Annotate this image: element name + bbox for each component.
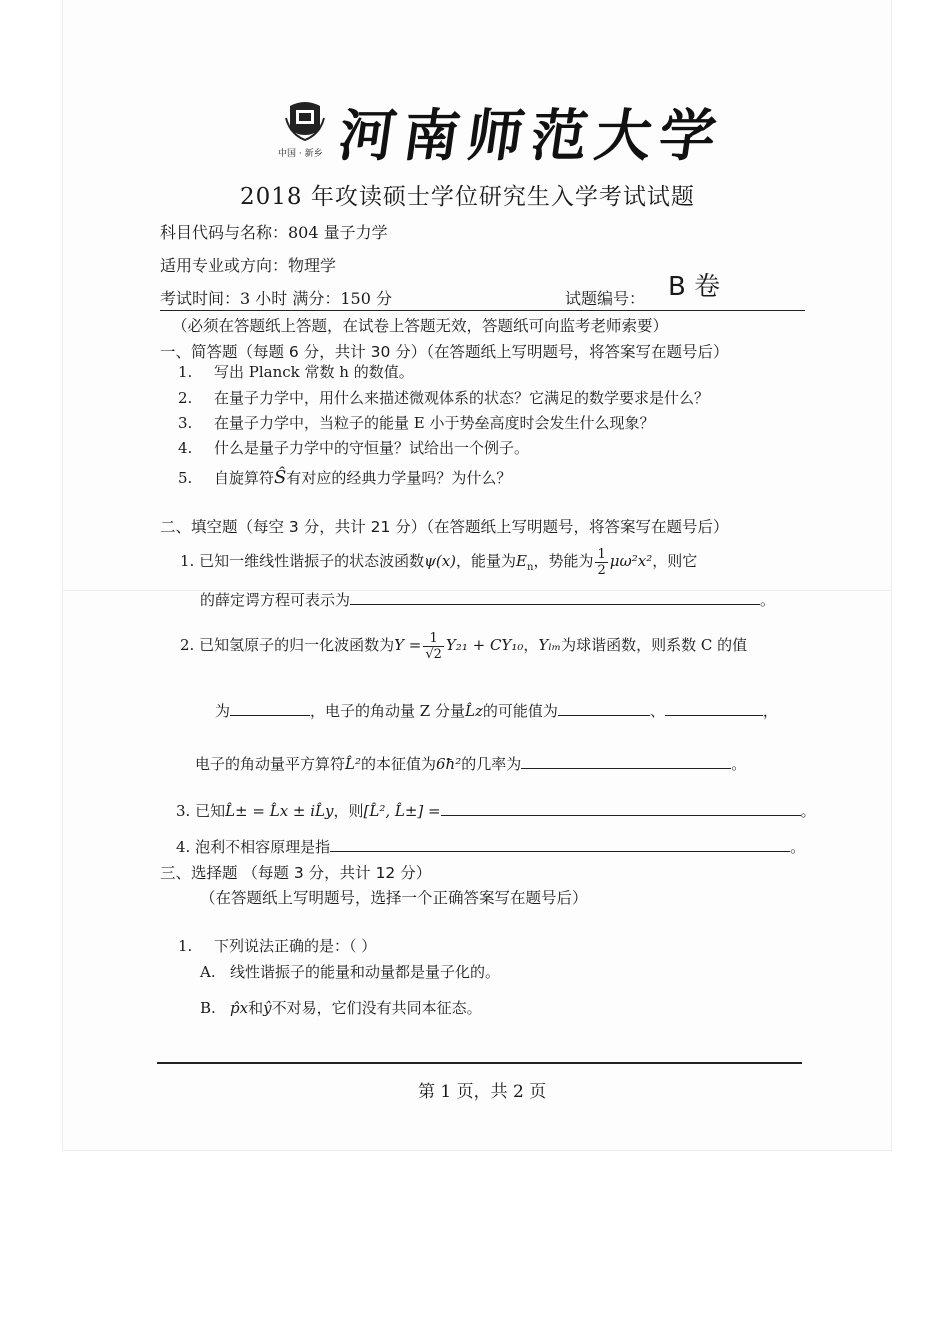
paper-no-label: 试题编号： [565, 289, 646, 308]
section1-heading: 一、简答题（每题 6 分，共计 30 分）（在答题纸上写明题号，将答案写在题号后） [160, 343, 729, 361]
university-name: 河南师范大学 [334, 103, 729, 169]
s1-question-1: 1. 写出 Planck 常数 h 的数值。 [178, 363, 414, 381]
footer-rule [157, 1062, 802, 1064]
s2-question-3: 3. 已知L̂± = L̂x ± iL̂y，则[L̂², L̂±] = 。 [176, 802, 816, 820]
subject-line: 科目代码与名称：804 量子力学 [160, 223, 388, 242]
s2-question-2-line2: 为 ，电子的角动量 Z 分量L̂z的可能值为 、 ， [215, 702, 778, 720]
s2-question-4: 4. 泡利不相容原理是指 。 [176, 838, 806, 856]
s2-question-1-line2: 的薛定谔方程可表示为 。 [200, 591, 776, 609]
major-line: 适用专业或方向：物理学 [160, 256, 337, 275]
answer-blank[interactable] [521, 754, 731, 769]
s2-question-2-line3: 电子的角动量平方算符L̂²的本征值为6ħ²的几率为 。 [195, 755, 747, 773]
answer-blank[interactable] [350, 590, 760, 605]
s1-question-2: 2. 在量子力学中，用什么来描述微观体系的状态？它满足的数学要求是什么？ [178, 389, 710, 407]
header-rule [160, 310, 805, 311]
section3-heading: 三、选择题 （每题 3 分，共计 12 分） [160, 864, 432, 882]
answer-blank[interactable] [665, 701, 763, 716]
s1-question-5: 5. 自旋算符Ŝ有对应的经典力学量吗？为什么？ [178, 467, 512, 488]
emblem-caption: 中国 · 新乡 [278, 149, 323, 159]
paper-no-value: B 卷 [668, 272, 721, 302]
s2-question-1: 1. 已知一维线性谐振子的状态波函数ψ(x)，能量为$E_n$，势能为 $\frac{1}{2}$ μω²x²，则它 [180, 546, 698, 578]
time-line: 考试时间：3 小时 满分：150 分 [160, 289, 392, 308]
s1-question-3: 3. 在量子力学中，当粒子的能量 E 小于势垒高度时会发生什么现象？ [178, 414, 655, 432]
option-b: B. p̂x和ŷ不对易，它们没有共同本征态。 [200, 999, 482, 1017]
notice: （必须在答题纸上答题，在试卷上答题无效，答题纸可向监考老师索要） [172, 317, 669, 335]
exam-title: 2018 年攻读硕士学位研究生入学考试试题 [240, 184, 695, 210]
answer-blank[interactable] [558, 701, 650, 716]
page-indicator: 第 1 页，共 2 页 [418, 1082, 547, 1102]
section2-heading: 二、填空题（每空 3 分，共计 21 分）（在答题纸上写明题号，将答案写在题号后） [160, 518, 729, 536]
option-a: A. 线性谐振子的能量和动量都是量子化的。 [200, 963, 501, 981]
answer-blank[interactable] [441, 801, 801, 816]
answer-blank[interactable] [230, 701, 310, 716]
s3-question-1: 1. 下列说法正确的是：（ ） [178, 937, 377, 955]
s2-question-2: 2. 已知氢原子的归一化波函数为Y = $\frac{1}{√2}$ Y₂₁ + CY₁₀，Yₗₘ为球谐函数，则系数 C 的值 [180, 630, 748, 662]
s1-question-4: 4. 什么是量子力学中的守恒量？试给出一个例子。 [178, 439, 530, 457]
section3-subnote: （在答题纸上写明题号，选择一个正确答案写在题号后） [200, 889, 588, 907]
answer-blank[interactable] [330, 837, 790, 852]
